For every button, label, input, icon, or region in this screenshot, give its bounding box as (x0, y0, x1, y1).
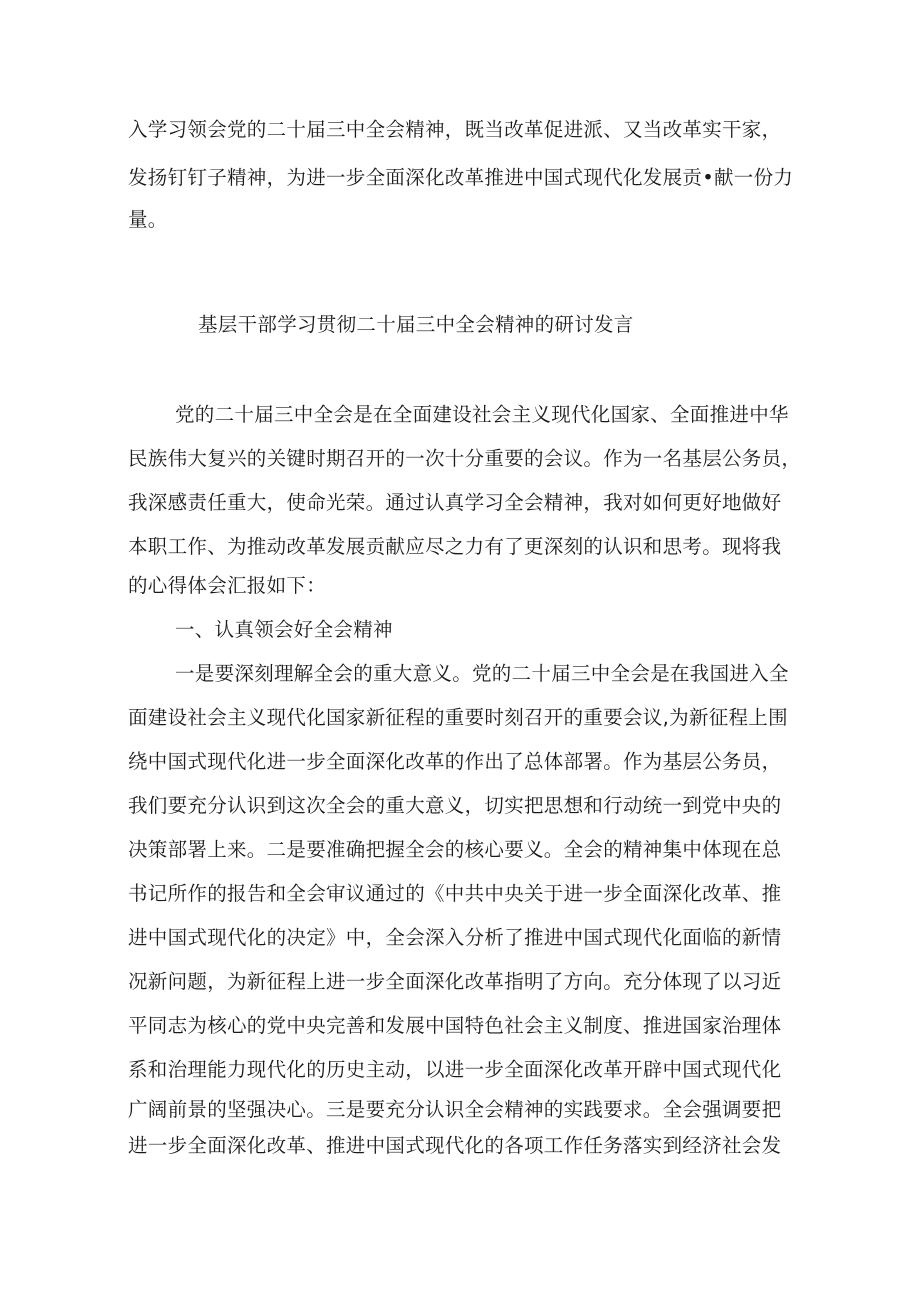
paragraph1-line-4: 本职工作、为推动改革发展贡献应尽之力有了更深刻的认识和思考。现将我 (128, 535, 782, 558)
paragraph1-line-3: 我深感责任重大，使命光荣。通过认真学习全会精神，我对如何更好地做好 (128, 491, 782, 514)
section-heading-1: 一、认真领会好全会精神 (175, 618, 393, 641)
paragraph2-line-8: 况新问题，为新征程上进一步全面深化改革指明了方向。充分体现了以习近 (128, 970, 782, 993)
paragraph2-line-6: 书记所作的报告和全会审议通过的《中共中央关于进一步全面深化改革、推 (128, 882, 782, 905)
paragraph2-line-10: 系和治理能力现代化的历史主动，以进一步全面深化改革开辟中国式现代化 (128, 1058, 782, 1081)
paragraph2-line-11: 广阔前景的坚强决心。三是要充分认识全会精神的实践要求。全会强调要把 (128, 1098, 782, 1121)
intro-line-2: 发扬钉钉子精神，为进一步全面深化改革推进中国式现代化发展贡•献一份力 (128, 166, 794, 189)
intro-line-3: 量。 (128, 208, 168, 231)
paragraph2-line-5: 决策部署上来。二是要准确把握全会的核心要义。全会的精神集中体现在总 (128, 838, 782, 861)
paragraph2-line-2: 面建设社会主义现代化国家新征程的重要时刻召开的重要会议,为新征程上围 (128, 706, 788, 729)
paragraph2-line-3: 绕中国式现代化进一步全面深化改革的作出了总体部署。作为基层公务员， (128, 750, 782, 773)
paragraph2-line-12: 进一步全面深化改革、推进中国式现代化的各项工作任务落实到经济社会发 (128, 1134, 782, 1157)
paragraph1-line-2: 民族伟大复兴的关键时期召开的一次十分重要的会议。作为一名基层公务员， (128, 447, 802, 470)
paragraph2-line-9: 平同志为核心的党中央完善和发展中国特色社会主义制度、推进国家治理体 (128, 1014, 782, 1037)
paragraph2-line-7: 进中国式现代化的决定》中，全会深入分析了推进中国式现代化面临的新情 (128, 926, 782, 949)
paragraph2-line-4: 我们要充分认识到这次全会的重大意义，切实把思想和行动统一到党中央的 (128, 794, 782, 817)
intro-line-1: 入学习领会党的二十届三中全会精神，既当改革促进派、又当改革实干家， (128, 118, 782, 141)
paragraph1-line-1: 党的二十届三中全会是在全面建设社会主义现代化国家、全面推进中华 (175, 403, 789, 426)
article-title: 基层干部学习贯彻二十届三中全会精神的研讨发言 (198, 313, 634, 336)
paragraph2-line-1: 一是要深刻理解全会的重大意义。党的二十届三中全会是在我国进入全 (175, 662, 789, 685)
paragraph1-line-5: 的心得体会汇报如下： (128, 574, 327, 597)
